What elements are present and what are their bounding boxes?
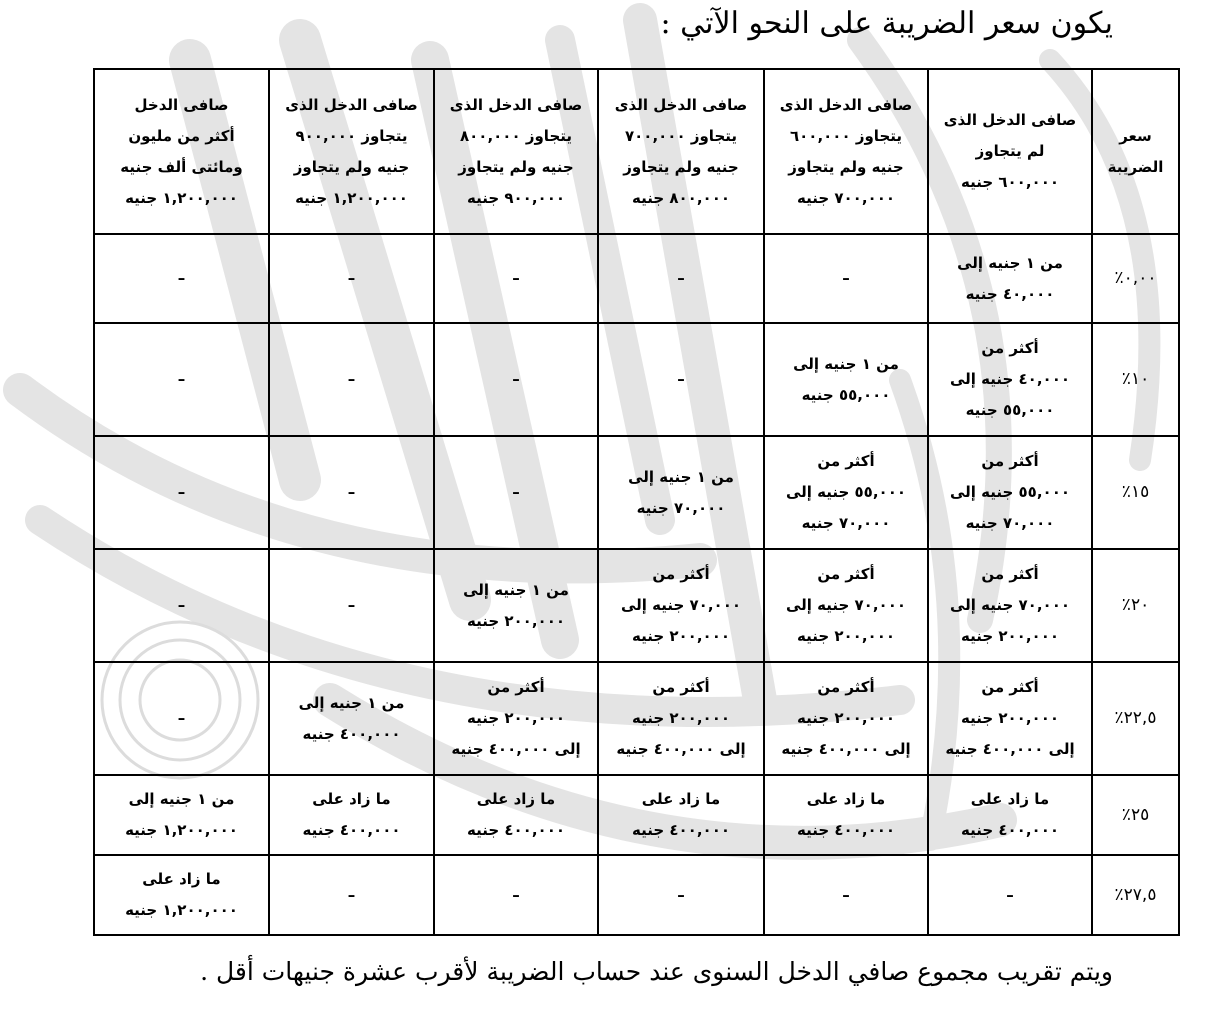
cell-text-line: ٤٠٠,٠٠٠ جنيه: [302, 821, 401, 839]
cell-text-line: ٧٠,٠٠٠ جنيه: [636, 498, 726, 517]
cell-text-line: إلى ٤٠٠,٠٠٠ جنيه: [781, 740, 911, 758]
cell-text-line: ٢٠٠,٠٠٠ جنيه: [631, 627, 731, 645]
cell-text-line: صافى الدخل الذى: [614, 95, 748, 114]
empty-cell-dash: –: [764, 855, 928, 935]
cell-text-line: ١,٢٠٠,٠٠٠ جنيه: [125, 188, 238, 207]
cell-text-line: ٧٠٠,٠٠٠ جنيه: [796, 188, 896, 207]
cell-text-line: لم يتجاوز: [975, 142, 1045, 160]
empty-cell-dash: –: [269, 436, 434, 549]
cell-text-line: ٢٠٠,٠٠٠ جنيه: [796, 709, 896, 727]
cell-text-line: أكثر من: [981, 565, 1039, 583]
cell-text-line: صافى الدخل الذى: [285, 95, 418, 114]
header-bracket-2: [764, 69, 928, 234]
empty-cell-dash: –: [94, 549, 269, 662]
cell-text-line: ما زاد على: [312, 790, 391, 808]
empty-cell-dash: –: [928, 855, 1092, 935]
table-row: [94, 549, 1179, 662]
cell-text-line: يتجاوز ٩٠٠,٠٠٠: [295, 126, 408, 145]
cell-text-line: من ١ جنيه إلى: [463, 580, 569, 599]
table-row: [94, 775, 1179, 855]
cell-text-line: أكثر من: [652, 678, 710, 696]
cell-text-line: من ١ جنيه إلى: [957, 253, 1063, 272]
header-tax-rate: [1092, 69, 1179, 234]
cell-text-line: من ١ جنيه إلى: [793, 354, 899, 373]
cell-text-line: ما زاد على: [970, 790, 1050, 808]
bracket-range-cell: [928, 436, 1092, 549]
cell-text-line: يتجاوز ٦٠٠,٠٠٠: [789, 126, 903, 145]
cell-text-line: أكثر من: [981, 678, 1039, 696]
cell-text-line: ١,٢٠٠,٠٠٠ جنيه: [125, 901, 238, 919]
cell-text-line: ٥٥,٠٠٠ جنيه إلى: [949, 483, 1071, 501]
tax-rate-cell: ٢٧,٥٪: [1092, 855, 1179, 935]
cell-text-line: صافى الدخل الذى: [449, 95, 583, 114]
bracket-range-cell: [928, 775, 1092, 855]
cell-text-line: جنيه ولم يتجاوز: [458, 157, 574, 176]
cell-text-line: ٧٠,٠٠٠ جنيه إلى: [949, 596, 1071, 614]
empty-cell-dash: –: [94, 436, 269, 549]
empty-cell-dash: –: [269, 855, 434, 935]
bracket-range-cell: [928, 662, 1092, 775]
empty-cell-dash: –: [764, 234, 928, 323]
bracket-range-cell: [928, 234, 1092, 323]
bracket-range-cell: [764, 323, 928, 436]
bracket-range-cell: [764, 775, 928, 855]
cell-text-line: أكثر من: [487, 678, 545, 696]
cell-text-line: ٧٠,٠٠٠ جنيه: [801, 514, 891, 532]
cell-text-line: إلى ٤٠٠,٠٠٠ جنيه: [451, 740, 581, 758]
bracket-range-cell: [434, 549, 598, 662]
empty-cell-dash: –: [598, 234, 764, 323]
empty-cell-dash: –: [94, 234, 269, 323]
cell-text-line: ٤٠٠,٠٠٠ جنيه: [960, 821, 1060, 839]
cell-text-line: ما زاد على: [641, 790, 721, 808]
table-row: [94, 662, 1179, 775]
intro-text: يكون سعر الضريبة على النحو الآتي :: [660, 6, 1113, 41]
cell-text-line: أكثر من: [817, 678, 875, 696]
cell-text-line: الضريبة: [1107, 157, 1164, 176]
bracket-range-cell: [764, 436, 928, 549]
bracket-range-cell: [764, 549, 928, 662]
bracket-range-cell: [598, 775, 764, 855]
header-bracket-5: [269, 69, 434, 234]
cell-text-line: ٧٠,٠٠٠ جنيه إلى: [620, 596, 742, 614]
cell-text-line: ٤٠,٠٠٠ جنيه: [965, 284, 1055, 303]
cell-text-line: ٢٠٠,٠٠٠ جنيه: [466, 611, 566, 630]
bracket-range-cell: [598, 662, 764, 775]
bracket-range-cell: [928, 549, 1092, 662]
cell-text-line: أكثر من: [981, 339, 1039, 357]
header-bracket-4: [434, 69, 598, 234]
empty-cell-dash: –: [269, 323, 434, 436]
cell-text-line: ٤٠٠,٠٠٠ جنيه: [302, 724, 401, 743]
tax-rate-cell: ١٥٪: [1092, 436, 1179, 549]
cell-text-line: إلى ٤٠٠,٠٠٠ جنيه: [616, 740, 746, 758]
bracket-range-cell: [94, 855, 269, 935]
bracket-range-cell: [434, 662, 598, 775]
tax-rate-cell: ٢٢,٥٪: [1092, 662, 1179, 775]
empty-cell-dash: –: [434, 323, 598, 436]
cell-text-line: صافى الدخل الذى: [943, 111, 1077, 129]
bracket-range-cell: [269, 662, 434, 775]
cell-text-line: ٧٠,٠٠٠ جنيه: [965, 514, 1055, 532]
empty-cell-dash: –: [269, 234, 434, 323]
cell-text-line: ١,٢٠٠,٠٠٠ جنيه: [125, 821, 238, 839]
cell-text-line: جنيه ولم يتجاوز: [788, 157, 904, 176]
bracket-range-cell: [94, 775, 269, 855]
empty-cell-dash: –: [269, 549, 434, 662]
cell-text-line: ٥٥,٠٠٠ جنيه: [965, 401, 1055, 419]
tax-rate-cell: ١٠٪: [1092, 323, 1179, 436]
cell-text-line: ١,٢٠٠,٠٠٠ جنيه: [295, 188, 408, 207]
bracket-range-cell: [269, 775, 434, 855]
empty-cell-dash: –: [94, 662, 269, 775]
table-row: [94, 855, 1179, 935]
cell-text-line: ٩٠٠,٠٠٠ جنيه: [466, 188, 566, 207]
cell-text-line: جنيه ولم يتجاوز: [293, 157, 410, 176]
bracket-range-cell: [598, 549, 764, 662]
cell-text-line: ٦٠٠,٠٠٠ جنيه: [960, 173, 1060, 191]
tax-rate-table-container: [93, 68, 1178, 936]
header-bracket-3: [598, 69, 764, 234]
cell-text-line: أكثر من: [652, 565, 710, 583]
cell-text-line: صافى الدخل: [134, 95, 229, 114]
tax-rate-cell: ٢٠٪: [1092, 549, 1179, 662]
bracket-range-cell: [434, 775, 598, 855]
cell-text-line: ٨٠٠,٠٠٠ جنيه: [631, 188, 731, 207]
cell-text-line: أكثر من: [817, 452, 875, 470]
cell-text-line: ما زاد على: [806, 790, 886, 808]
table-row: [94, 234, 1179, 323]
cell-text-line: أكثر من مليون: [128, 126, 235, 145]
cell-text-line: يتجاوز ٨٠٠,٠٠٠: [459, 126, 573, 145]
table-body: [94, 234, 1179, 935]
cell-text-line: من ١ جنيه إلى: [298, 693, 405, 712]
bracket-range-cell: [598, 436, 764, 549]
cell-text-line: ومائتى ألف جنيه: [120, 157, 243, 176]
table-row: [94, 323, 1179, 436]
cell-text-line: ٧٠,٠٠٠ جنيه إلى: [785, 596, 907, 614]
cell-text-line: من ١ جنيه إلى: [128, 790, 235, 808]
empty-cell-dash: –: [598, 855, 764, 935]
cell-text-line: ٢٠٠,٠٠٠ جنيه: [631, 709, 731, 727]
bracket-range-cell: [764, 662, 928, 775]
cell-text-line: ٢٠٠,٠٠٠ جنيه: [960, 709, 1060, 727]
cell-text-line: ٥٥,٠٠٠ جنيه: [801, 385, 891, 404]
header-bracket-1: [928, 69, 1092, 234]
cell-text-line: ٢٠٠,٠٠٠ جنيه: [796, 627, 896, 645]
cell-text-line: يتجاوز ٧٠٠,٠٠٠: [624, 126, 738, 145]
tax-rate-table: [93, 68, 1180, 936]
table-row: [94, 436, 1179, 549]
header-bracket-6: [94, 69, 269, 234]
cell-text-line: ٤٠,٠٠٠ جنيه إلى: [949, 370, 1071, 388]
cell-text-line: ٢٠٠,٠٠٠ جنيه: [960, 627, 1060, 645]
cell-text-line: إلى ٤٠٠,٠٠٠ جنيه: [945, 740, 1075, 758]
tax-rate-cell: ٠,٠٠٪: [1092, 234, 1179, 323]
empty-cell-dash: –: [434, 436, 598, 549]
empty-cell-dash: –: [434, 234, 598, 323]
cell-text-line: ٤٠٠,٠٠٠ جنيه: [466, 821, 566, 839]
empty-cell-dash: –: [434, 855, 598, 935]
cell-text-line: أكثر من: [817, 565, 875, 583]
cell-text-line: ٤٠٠,٠٠٠ جنيه: [631, 821, 731, 839]
cell-text-line: ٥٥,٠٠٠ جنيه إلى: [785, 483, 907, 501]
cell-text-line: ٤٠٠,٠٠٠ جنيه: [796, 821, 896, 839]
footer-note: ويتم تقريب مجموع صافي الدخل السنوى عند حساب الضريبة لأقرب عشرة جنيهات أقل .: [200, 957, 1113, 986]
cell-text-line: سعر: [1119, 126, 1152, 145]
table-header-row: [94, 69, 1179, 234]
bracket-range-cell: [928, 323, 1092, 436]
cell-text-line: صافى الدخل الذى: [779, 95, 913, 114]
cell-text-line: جنيه ولم يتجاوز: [623, 157, 739, 176]
empty-cell-dash: –: [94, 323, 269, 436]
empty-cell-dash: –: [598, 323, 764, 436]
cell-text-line: أكثر من: [981, 452, 1039, 470]
cell-text-line: ما زاد على: [142, 870, 221, 888]
cell-text-line: ٢٠٠,٠٠٠ جنيه: [466, 709, 566, 727]
cell-text-line: من ١ جنيه إلى: [628, 467, 734, 486]
tax-rate-cell: ٢٥٪: [1092, 775, 1179, 855]
cell-text-line: ما زاد على: [476, 790, 556, 808]
